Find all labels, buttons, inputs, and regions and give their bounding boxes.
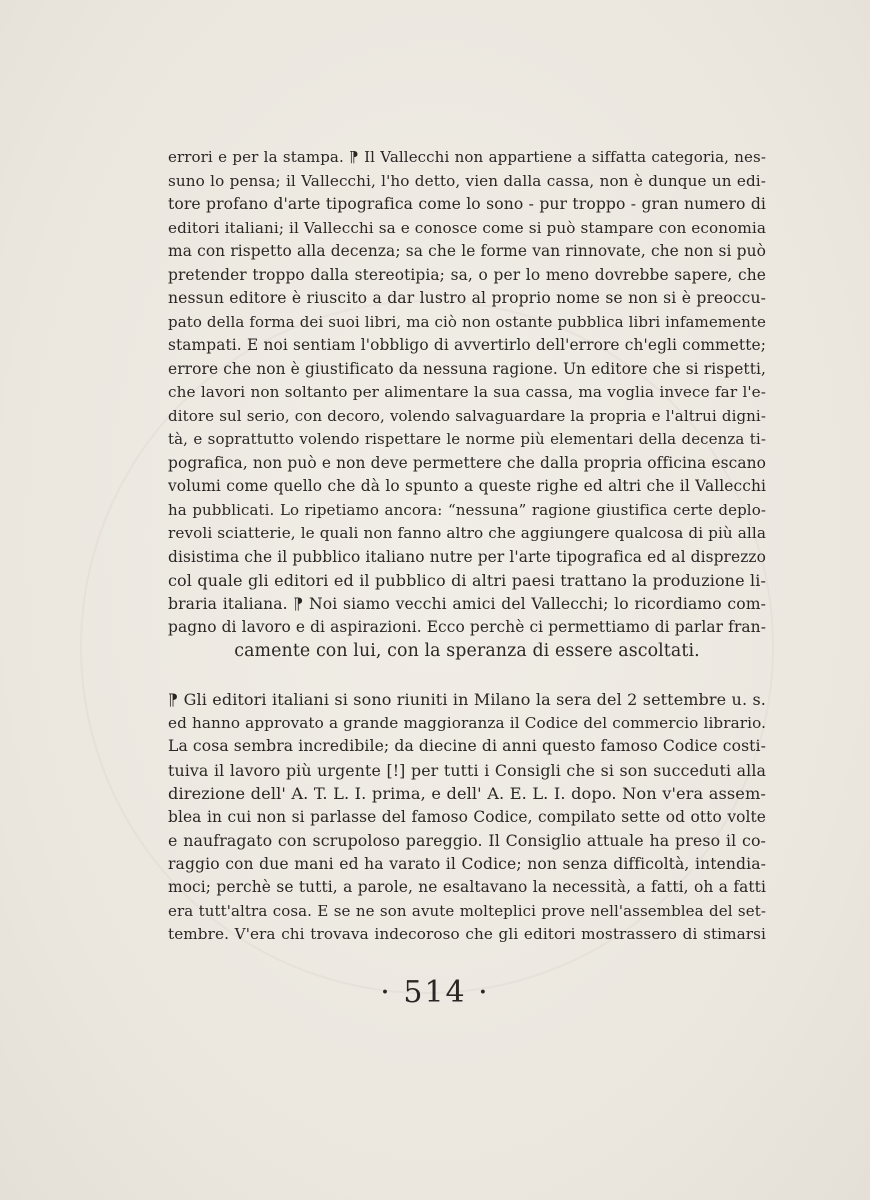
paragraph-1 bbox=[168, 146, 766, 663]
text-line: moci; perchè se tutti, a parole, ne esaltavano la necessità, a fatti, oh a fatti bbox=[168, 878, 766, 896]
page-number: · 514 · bbox=[380, 975, 490, 1010]
text-line: raggio con due mani ed ha varato il Codice; non senza difficoltà, intendia- bbox=[168, 854, 766, 873]
text-line: ed hanno approvato a grande maggioranza il Codice del commercio librario. bbox=[168, 713, 766, 732]
text-line: editori italiani; il Vallecchi sa e conosce come si può stampare con economia bbox=[168, 218, 766, 237]
text-line: volumi come quello che dà lo spunto a queste righe ed altri che il Vallecchi bbox=[168, 477, 766, 495]
text-line: e naufragato con scrupoloso pareggio. Il Consiglio attuale ha preso il co- bbox=[168, 831, 766, 850]
text-line: stampati. E noi sentiam l'obbligo di avvertirlo dell'errore ch'egli commette; bbox=[168, 336, 766, 354]
text-line: blea in cui non si parlasse del famoso Codice, compilato sette od otto volte bbox=[168, 807, 766, 826]
text-line-last: camente con lui, con la speranza di essere ascoltati. bbox=[234, 640, 700, 661]
text-line: nessun editore è riuscito a dar lustro al proprio nome se non si è preoccu- bbox=[168, 289, 766, 307]
text-line: era tutt'altra cosa. E se ne son avute molteplici prove nell'assemblea del set- bbox=[168, 901, 766, 920]
text-line: La cosa sembra incredibile; da diecine di anni questo famoso Codice costi- bbox=[168, 737, 766, 755]
text-line: tore profano d'arte tipografica come lo sono - pur troppo - gran numero di bbox=[168, 195, 766, 213]
paragraph-2 bbox=[168, 688, 766, 947]
text-line: pografica, non può e non deve permettere che dalla propria officina escano bbox=[168, 453, 766, 472]
paragraph-gap bbox=[168, 663, 766, 688]
text-line: tembre. V'era chi trovava indecoroso che gli editori mostrassero di stimarsi bbox=[168, 925, 766, 943]
text-line: direzione dell' A. T. L. I. prima, e dell' A. E. L. I. dopo. Non v'era assem- bbox=[168, 784, 766, 803]
text-line: ha pubblicati. Lo ripetiamo ancora: “nessuna” ragione giustifica certe deplo- bbox=[168, 500, 766, 519]
body-text bbox=[168, 146, 766, 947]
text-line: braria italiana. ⁋ Noi siamo vecchi amici del Vallecchi; lo ricordiamo com- bbox=[168, 594, 766, 613]
text-line: suno lo pensa; il Vallecchi, l'ho detto, vien dalla cassa, non è dunque un edi- bbox=[168, 171, 766, 190]
text-line: pato della forma dei suoi libri, ma ciò non ostante pubblica libri infamemente bbox=[168, 312, 766, 331]
text-line: pagno di lavoro e di aspirazioni. Ecco perchè ci permettiamo di parlar fran- bbox=[168, 618, 766, 636]
text-line: errore che non è giustificato da nessuna ragione. Un editore che si rispetti, bbox=[168, 359, 766, 378]
text-line: ditore sul serio, con decoro, volendo salvaguardare la propria e l'altrui digni- bbox=[168, 406, 766, 425]
text-line: che lavori non soltanto per alimentare la sua cassa, ma voglia invece far l'e- bbox=[168, 383, 766, 401]
text-line: errori e per la stampa. ⁋ Il Vallecchi non appartiene a siffatta categoria, nes- bbox=[168, 148, 766, 166]
text-line: ma con rispetto alla decenza; sa che le forme van rinnovate, che non si può bbox=[168, 242, 766, 260]
text-line: disistima che il pubblico italiano nutre per l'arte tipografica ed al disprezzo bbox=[168, 547, 766, 566]
text-line: pretender troppo dalla stereotipia; sa, o per lo meno dovrebbe sapere, che bbox=[168, 265, 766, 284]
text-line: tà, e soprattutto volendo rispettare le norme più elementari della decenza ti- bbox=[168, 430, 766, 448]
text-line: tuiva il lavoro più urgente [!] per tutti i Consigli che si son succeduti alla bbox=[168, 760, 766, 780]
text-line: revoli sciatterie, le quali non fanno altro che aggiungere qualcosa di più alla bbox=[168, 524, 766, 542]
text-line: col quale gli editori ed il pubblico di altri paesi trattano la produzione li- bbox=[168, 571, 766, 590]
text-line: ⁋ Gli editori italiani si sono riuniti in Milano la sera del 2 settembre u. s. bbox=[168, 690, 766, 709]
